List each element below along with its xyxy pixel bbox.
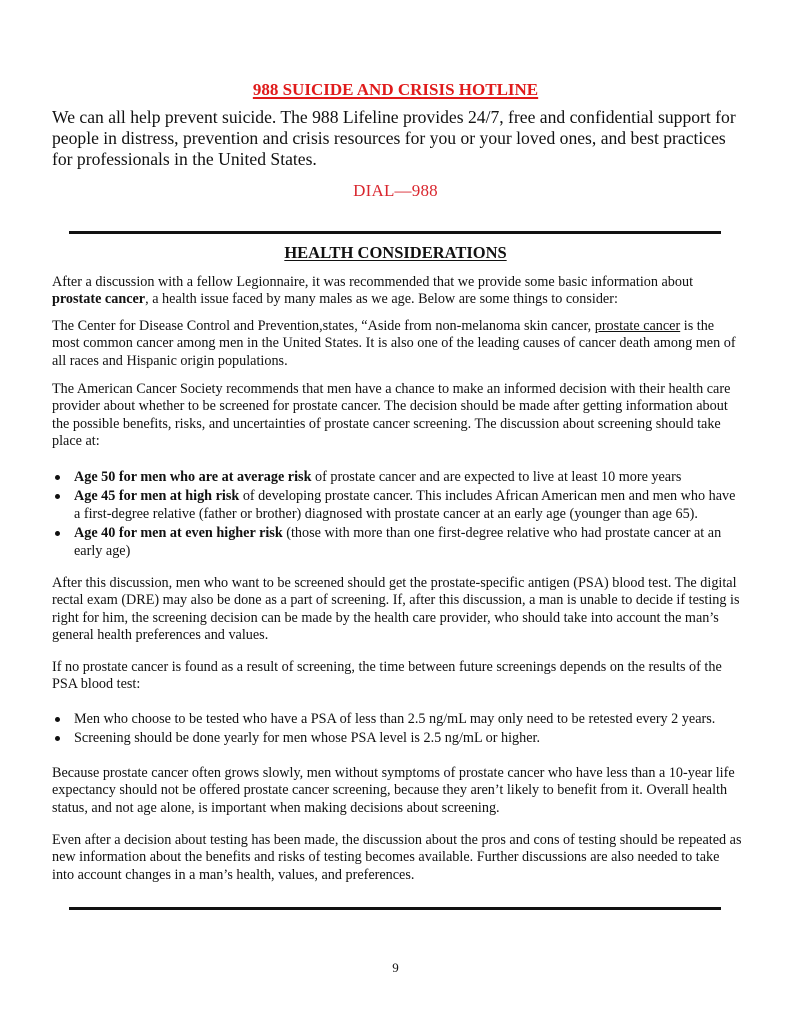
section-divider-bottom bbox=[69, 907, 721, 910]
bullet-bold-label: Age 45 for men at high risk bbox=[74, 488, 240, 505]
hotline-description: We can all help prevent suicide. The 988 Lifeline provides 24/7, free and confidential support for people in distress, prevention and crisis resources for you or your loved ones, and best practices for professionals in the United States. bbox=[52, 107, 736, 169]
bullet-text: (those with more than one first-degree relative who had prostate cancer at an early age) bbox=[74, 525, 722, 559]
bullet-icon bbox=[55, 736, 60, 741]
no-cancer-paragraph: If no prostate cancer is found as a result of screening, the time between future screenings depends on the results of the PSA blood test: bbox=[52, 659, 722, 693]
hotline-title: 988 SUICIDE AND CRISIS HOTLINE bbox=[252, 80, 539, 99]
age-bullet-list bbox=[52, 469, 742, 562]
dial-number: DIAL—988 bbox=[353, 181, 438, 200]
bullet-text: of developing prostate cancer. This includes African American men and men who have a first-degree relative (father or brother) diagnosed with prostate cancer at an early age (younger than age 65). bbox=[74, 488, 736, 522]
cdc-text-end: is the most common cancer among men in the United States. It is also one of the leading causes of cancer death among men of all races and Hispanic origin populations. bbox=[52, 318, 736, 369]
bullet-bold-label: Age 40 for men at even higher risk bbox=[74, 525, 283, 542]
bullet-text: of prostate cancer and are expected to live at least 10 more years bbox=[311, 469, 682, 485]
psa-bullet-item bbox=[52, 730, 742, 747]
bullet-text: Men who choose to be tested who have a PSA of less than 2.5 ng/mL may only need to be retested every 2 years. bbox=[74, 711, 716, 727]
acs-paragraph: The American Cancer Society recommends that men have a chance to make an informed decision with their health care provider about whether to be screened for prostate cancer. The decision should be made after getting information about the possible benefits, risks, and uncertainties of prostate cancer screening. The discussion about screening should take place at: bbox=[52, 381, 731, 450]
after-discussion-paragraph: After this discussion, men who want to be screened should get the prostate-specific antigen (PSA) blood test. The digital rectal exam (DRE) may also be done as a part of screening. If, after this discussion, a man is unable to decide if testing is right for him, the screening decision can be made by the health care provider, who should take into account the man’s general health preferences and values. bbox=[52, 575, 740, 644]
health-section-title: HEALTH CONSIDERATIONS bbox=[284, 243, 507, 262]
cdc-paragraph bbox=[52, 318, 742, 370]
age-bullet-item bbox=[52, 469, 742, 486]
cdc-text-start: The Center for Disease Control and Prevention,states, “Aside from non-melanoma skin cancer, bbox=[52, 318, 595, 334]
intro-text-end: , a health issue faced by many males as we age. Below are some things to consider: bbox=[145, 291, 618, 308]
intro-bold-term: prostate cancer bbox=[52, 291, 146, 308]
intro-paragraph bbox=[52, 274, 742, 309]
age-bullet-item bbox=[52, 488, 742, 523]
bullet-bold-label: Age 50 for men who are at average risk bbox=[74, 469, 312, 485]
bullet-text: Screening should be done yearly for men whose PSA level is 2.5 ng/mL or higher. bbox=[74, 730, 541, 747]
age-bullet-item bbox=[52, 525, 742, 560]
intro-text-start: After a discussion with a fellow Legionnaire, it was recommended that we provide some basic information about bbox=[52, 274, 694, 290]
page-number: 9 bbox=[392, 960, 399, 975]
psa-bullet-list bbox=[52, 711, 742, 750]
bullet-icon bbox=[55, 531, 60, 536]
section-divider-top bbox=[69, 231, 721, 234]
psa-bullet-item bbox=[52, 711, 742, 728]
even-after-paragraph: Even after a decision about testing has been made, the discussion about the pros and cons of testing should be repeated as new information about the benefits and risks of testing becomes available. Further discussions are also needed to take into account changes in a man’s health, values, and preferences. bbox=[52, 832, 742, 883]
slow-growth-paragraph: Because prostate cancer often grows slowly, men without symptoms of prostate cancer who have less than a 10-year life expectancy should not be offered prostate cancer screening, because they aren’t likely to benefit from it. Overall health status, and not age alone, is important when making decisions about screening. bbox=[52, 765, 735, 816]
cdc-underlined-term: prostate cancer bbox=[594, 318, 681, 334]
bullet-icon bbox=[55, 494, 60, 499]
bullet-icon bbox=[55, 475, 60, 480]
bullet-icon bbox=[55, 717, 60, 722]
